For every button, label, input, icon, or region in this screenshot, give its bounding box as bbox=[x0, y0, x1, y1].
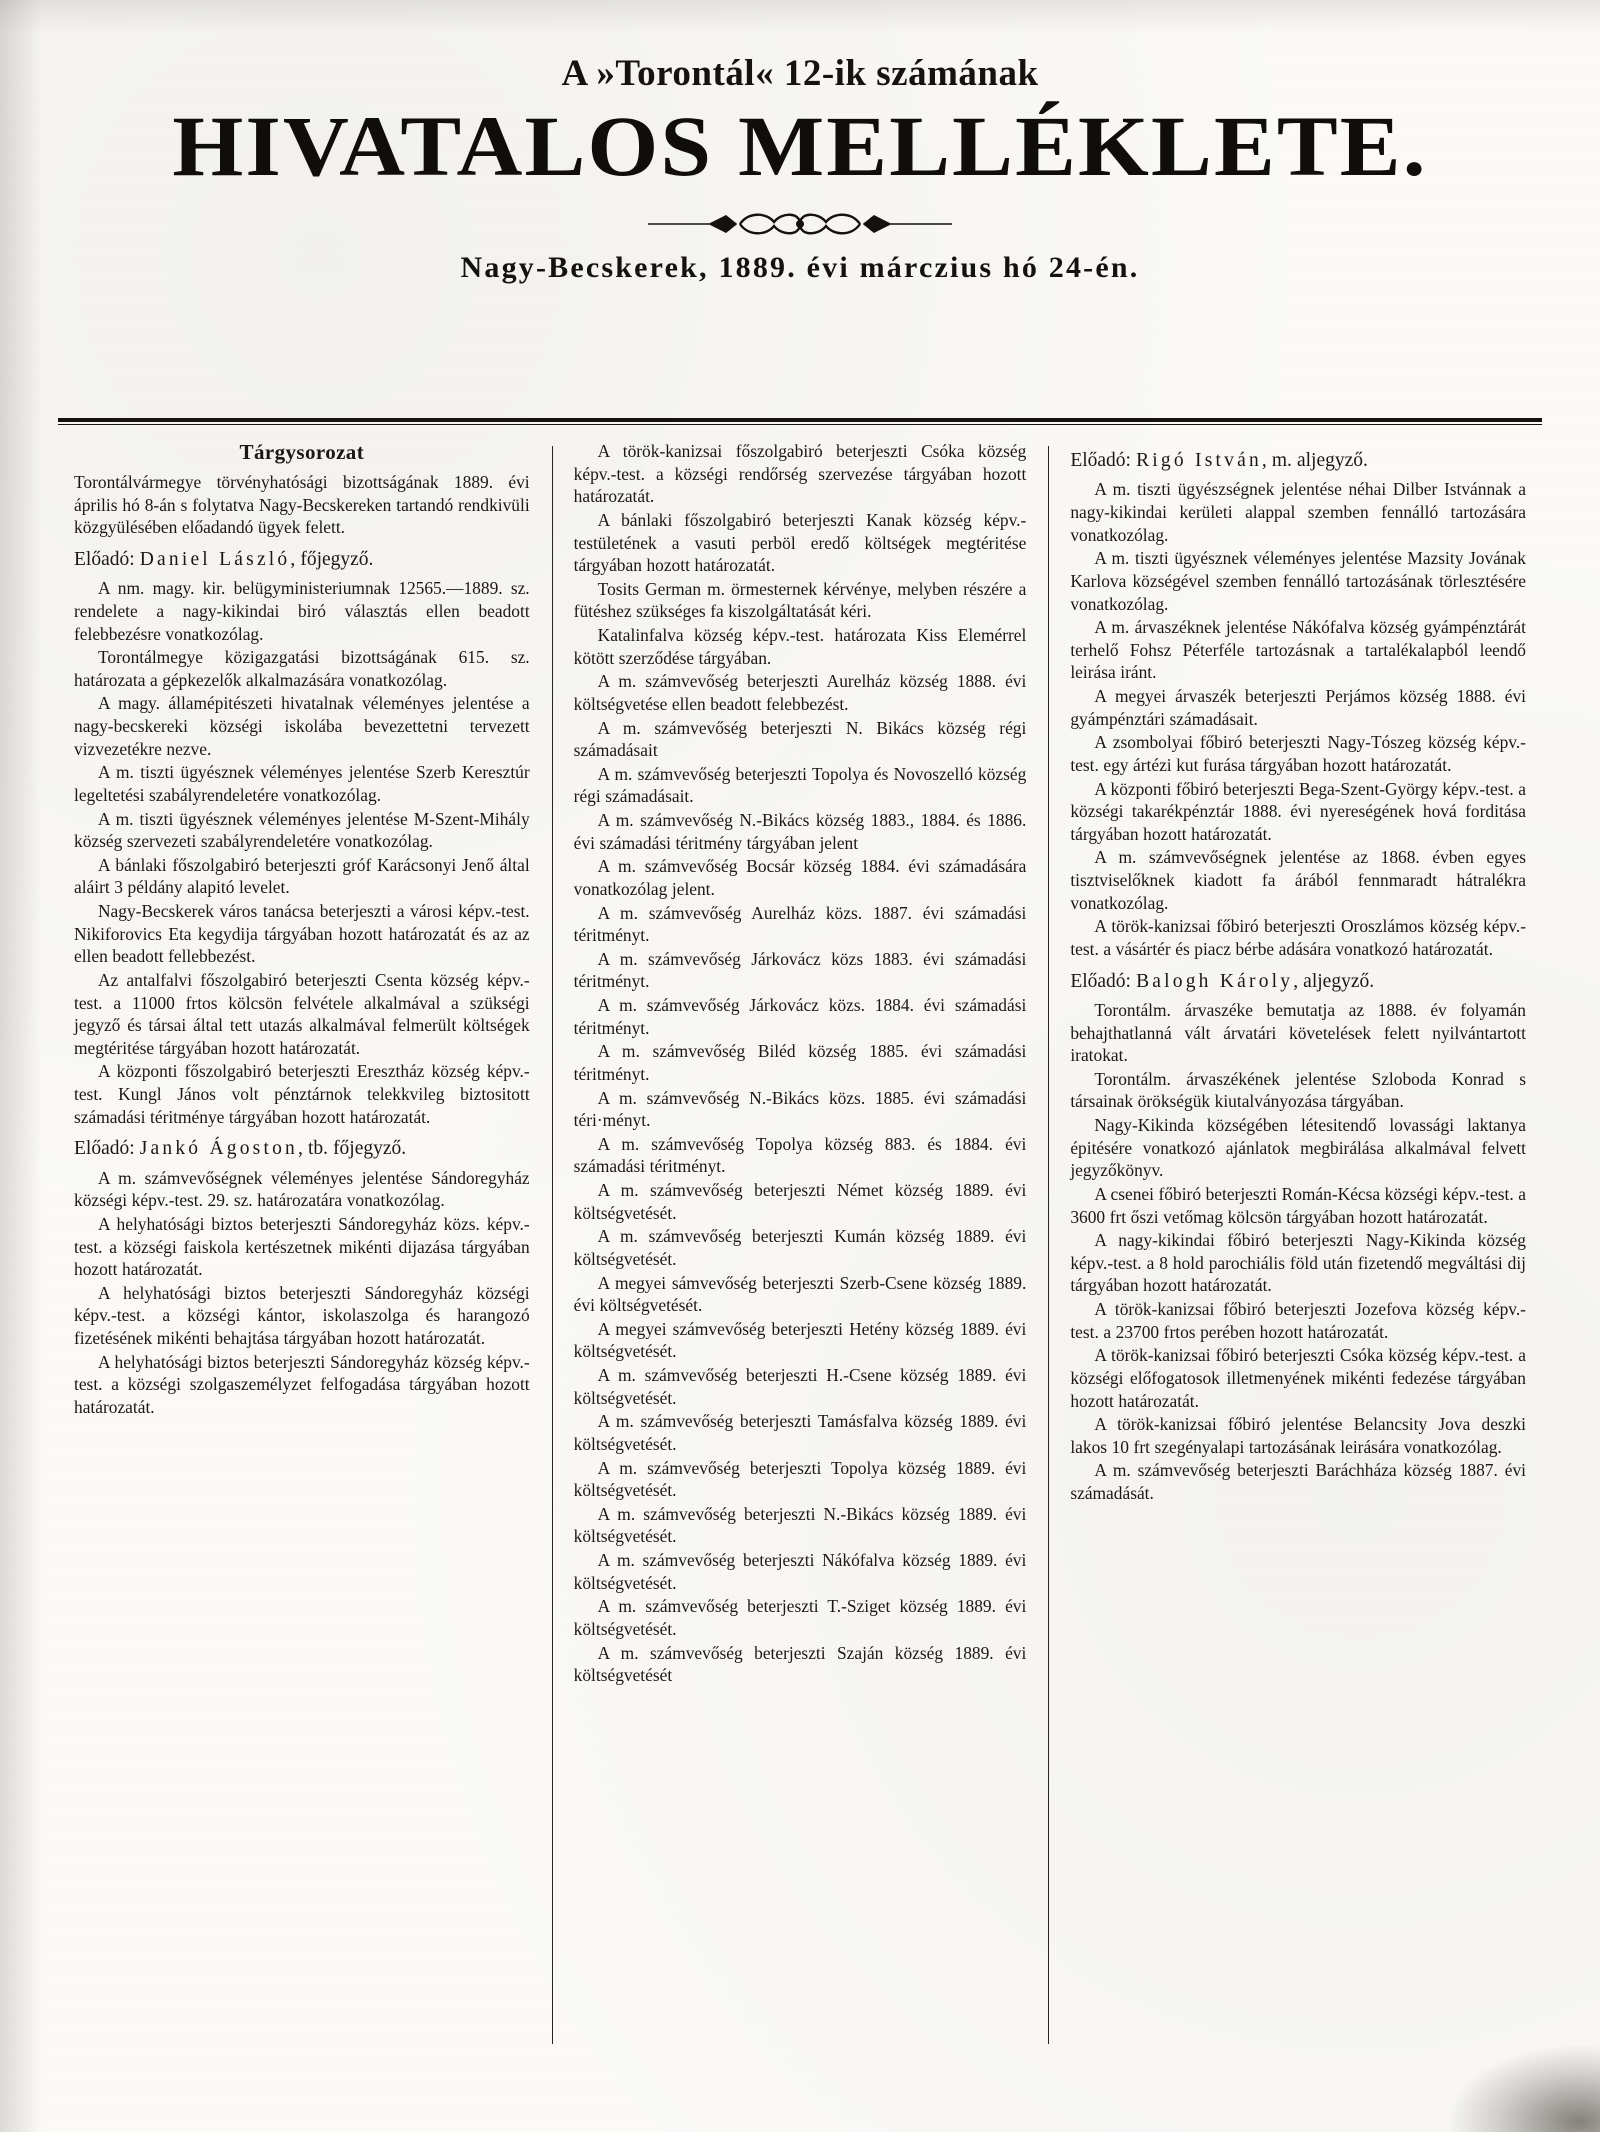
page-edge-shadow-left bbox=[0, 0, 42, 2132]
agenda-item: Az antalfalvi főszolgabiró beterjeszti Csenta község képv.-test. a 11000 frtos kölcsön felvétele alkalmával a szükségi jegyző és társai által tett utazás alkalmával felmerült költségek megtéritése tárgyában hozott határozatát. bbox=[74, 969, 530, 1058]
agenda-item: A m. számvevőség beterjeszti Baráchháza község 1887. évi számadását. bbox=[1070, 1460, 1526, 1503]
column-2 bbox=[552, 440, 1049, 2104]
agenda-item: A török-kanizsai főbiró beterjeszti Jozefova község képv.-test. a 23700 frtos perében hozott határozatát. bbox=[1070, 1299, 1526, 1342]
agenda-item: Katalinfalva község képv.-test. határozata Kiss Elemérrel kötött szerződése tárgyában. bbox=[573, 625, 1027, 668]
speaker-name: Daniel László bbox=[139, 548, 291, 570]
agenda-item: Nagy-Becskerek város tanácsa beterjeszti a városi képv.-test. Nikiforovics Eta kegydija tárgyában hozott határozatát és az az ellen beadott fellebbezést. bbox=[74, 901, 530, 967]
agenda-item: A helyhatósági biztos beterjeszti Sándoregyház község képv.-test. a községi szolgaszemélyzet felfogadása tárgyában hozott határozatát. bbox=[74, 1351, 530, 1417]
agenda-item: Torontálm. árvaszékének jelentése Szloboda Konrad s társainak örökségük kiutalványozása tárgyában. bbox=[1070, 1068, 1526, 1112]
column-3 bbox=[1048, 440, 1548, 2104]
agenda-item: A helyhatósági biztos beterjeszti Sándoregyház községi képv.-test. a községi kántor, iskolaszolga és harangozó fizetésének mikénti behajtása tárgyában hozott határozatát. bbox=[74, 1282, 530, 1348]
speaker-rigo-istvan bbox=[1070, 449, 1526, 473]
speaker-suffix: , tb. főjegyző. bbox=[298, 1138, 407, 1160]
agenda-item: A magy. államépitészeti hivatalnak véleményes jelentése a nagy-becskereki községi iskolába bevezettetni tervezett vizvezetékre nezve. bbox=[74, 693, 530, 759]
agenda-item: A megyei sámvevőség beterjeszti Szerb-Csene község 1889. évi költségvetését. bbox=[573, 1272, 1027, 1316]
agenda-item: A m. tiszti ügyésznek véleményes jelentése Szerb Keresztúr legeltetési szabályrendeletére vonatkozólag. bbox=[74, 762, 530, 805]
speaker-daniel-laszlo bbox=[74, 548, 530, 572]
agenda-item: A m. számvevőség Aurelház közs. 1887. évi számadási téritményt. bbox=[573, 902, 1027, 946]
agenda-item: A központi főszolgabiró beterjeszti Eresztház község képv.-test. Kungl János volt pénztárnok telekkvileg biztositott számadási téritménye tárgyában hozott határozatát. bbox=[74, 1061, 530, 1127]
speaker-prefix: Előadó: bbox=[74, 1138, 135, 1160]
speaker-prefix: Előadó: bbox=[1070, 970, 1131, 992]
agenda-item: A m. tiszti ügyésznek véleményes jelentése Mazsity Jovának Karlova községével szemben fennálló tartozásának törlesztésére vonatkozólag. bbox=[1070, 548, 1526, 614]
agenda-item: Nagy-Kikinda községében létesitendő lovassági laktanya épitésére vonatkozó ajánlatok megbirálása alkalmával felvett jegyzőkönyv. bbox=[1070, 1115, 1526, 1181]
speaker-name: Jankó Ágoston bbox=[139, 1138, 298, 1160]
agenda-item: A m. számvevőség Járkovácz közs 1883. évi számadási téritményt. bbox=[573, 948, 1027, 992]
agenda-item: A m. számvevőség Járkovácz közs. 1884. évi számadási téritményt. bbox=[573, 995, 1027, 1038]
agenda-item: A helyhatósági biztos beterjeszti Sándoregyház közs. képv.-test. a községi faiskola kertészetnek mikénti dijazása tárgyában hozott határozatát. bbox=[74, 1213, 530, 1280]
agenda-item: A török-kanizsai főbiró beterjeszti Oroszlámos község képv.-test. a vásártér és piacz bérbe adására vonatkozó határozatát. bbox=[1070, 916, 1526, 959]
agenda-item: A csenei főbiró beterjeszti Román-Kécsa községi képv.-test. a 3600 frt őszi vetőmag kölcsön tárgyában hozott határozatát. bbox=[1070, 1183, 1526, 1227]
agenda-item: A m. tiszti ügyésznek véleményes jelentése M-Szent-Mihály község szervezeti szabályrendeletére vonatkozólag. bbox=[74, 808, 530, 852]
agenda-item: A megyei árvaszék beterjeszti Perjámos község 1888. évi gyámpénztári számadásait. bbox=[1070, 686, 1526, 729]
agenda-item: A m. számvevőség beterjeszti Nákófalva község 1889. évi költségvetését. bbox=[573, 1550, 1027, 1593]
agenda-item: A m. számvevőség Biléd község 1885. évi számadási téritményt. bbox=[573, 1041, 1027, 1084]
agenda-item: A m. számvevőség beterjeszti Aurelház község 1888. évi költségvetése ellen beadott felebbezést. bbox=[573, 671, 1027, 714]
speaker-suffix: , m. aljegyző. bbox=[1261, 450, 1368, 471]
speaker-name: Balogh Károly bbox=[1136, 970, 1294, 992]
agenda-item: A m. számvevőség Bocsár község 1884. évi számadására vonatkozólag jelent. bbox=[573, 856, 1027, 899]
speaker-name: Rigó István bbox=[1136, 450, 1262, 471]
agenda-item: A zsombolyai főbiró beterjeszti Nagy-Tószeg község képv.-test. egy ártézi kut furása tárgyában hozott határozatát. bbox=[1070, 732, 1526, 775]
agenda-item: A nm. magy. kir. belügyministeriumnak 12565.—1889. sz. rendelete a nagy-kikindai biró választás ellen beadott felebbezésre vonatkozólag. bbox=[74, 578, 530, 644]
agenda-item: A m. számvevőség N.-Bikács közs. 1885. évi számadási téri·ményt. bbox=[573, 1087, 1027, 1131]
page-edge-shadow-top bbox=[0, 0, 1600, 34]
agenda-item: A m. számvevőségnek jelentése az 1868. évben egyes tisztviselőknek kiadott fa árából fennmaradt hátralékra vonatkozólag. bbox=[1070, 847, 1526, 913]
agenda-item: A m. árvaszéknek jelentése Nákófalva község gyámpénztárát terhelő Fohsz Péterféle tartozásnak a tartalékalapból leendő leirása iránt. bbox=[1070, 617, 1526, 683]
agenda-item: A m. számvevőség beterjeszti Topolya község 1889. évi költségvetését. bbox=[573, 1457, 1027, 1501]
agenda-item: A m. számvevőség beterjeszti Tamásfalva község 1889. évi költségvetését. bbox=[573, 1411, 1027, 1454]
article-columns bbox=[52, 440, 1548, 2104]
agenda-intro: Torontálvármegye törvényhatósági bizottságának 1889. évi április hó 8-án s folytatva Nagy-Becskereken tartandó rendkivüli közgyülésében előadandó ügyek felett. bbox=[74, 472, 530, 538]
masthead-dateline: Nagy-Becskerek, 1889. évi márczius hó 24-én. bbox=[460, 251, 1140, 284]
agenda-item: A nagy-kikindai főbiró beterjeszti Nagy-Kikinda község képv.-test. a 8 hold parochiális föld után fizetendő megváltási dij tárgyában hozott határozatát. bbox=[1070, 1230, 1526, 1296]
agenda-item: A megyei számvevőség beterjeszti Hetény község 1889. évi költségvetését. bbox=[573, 1318, 1027, 1362]
agenda-item: A m. számvevőség beterjeszti Német község 1889. évi költségvetését. bbox=[573, 1180, 1027, 1223]
header-rule bbox=[58, 418, 1542, 425]
agenda-item: A török-kanizsai főbiró beterjeszti Csóka község képv.-test. a községi előfogatosok illetmenyének mikénti fedezése tárgyában hozott határozatát. bbox=[1070, 1345, 1526, 1411]
agenda-item: A m. számvevőség Topolya község 883. és 1884. évi számadási téritményt. bbox=[573, 1133, 1027, 1177]
agenda-item: A m. számvevőség beterjeszti Kumán község 1889. évi költségvetését. bbox=[573, 1226, 1027, 1269]
speaker-janko-agoston bbox=[74, 1137, 530, 1161]
masthead-kicker: A »Torontál« 12-ik számának bbox=[561, 53, 1039, 94]
agenda-item: A m. számvevőség beterjeszti N. Bikács község régi számadásait bbox=[573, 717, 1027, 761]
speaker-balogh-karoly bbox=[1070, 970, 1526, 994]
agenda-item: A török-kanizsai főbiró jelentése Belancsity Jova deszki lakos 10 frt szegényalapi tartozásának leirására vonatkozólag. bbox=[1070, 1414, 1526, 1457]
agenda-item: Tosits German m. örmesternek kérvénye, melyben részére a fütéshez szükséges fa kiszolgáltatását kéri. bbox=[573, 578, 1027, 622]
speaker-suffix: , aljegyző. bbox=[1293, 970, 1375, 992]
agenda-item: A m. számvevőség beterjeszti T.-Sziget község 1889. évi költségvetését. bbox=[573, 1596, 1027, 1639]
column-1 bbox=[52, 440, 552, 2104]
agenda-item: A török-kanizsai főszolgabiró beterjeszti Csóka község képv.-test. a községi rendőrség szervezése tárgyában hozott határozatát. bbox=[573, 441, 1027, 507]
agenda-item: A központi főbiró beterjeszti Bega-Szent-György képv.-test. a községi takarékpénztár 1888. évi nyereségének hová forditása tárgyában hozott határozatát. bbox=[1070, 778, 1526, 844]
speaker-suffix: , főjegyző. bbox=[290, 548, 374, 570]
ornament-divider-icon bbox=[640, 207, 960, 241]
agenda-item: A m. számvevőségnek véleményes jelentése Sándoregyház községi képv.-test. 29. sz. határozatára vonatkozólag. bbox=[74, 1167, 530, 1211]
agenda-item: A m. számvevőség beterjeszti H.-Csene község 1889. évi költségvetését. bbox=[573, 1365, 1027, 1408]
section-heading-agenda: Tárgysorozat bbox=[239, 440, 365, 464]
header-rule-thin bbox=[58, 424, 1542, 425]
masthead-title: HIVATALOS MELLÉKLETE. bbox=[172, 98, 1428, 194]
agenda-item: A m. számvevőség beterjeszti Topolya és Novoszelló község régi számadásait. bbox=[573, 763, 1027, 807]
agenda-item: A bánlaki főszolgabiró beterjeszti Kanak község képv.-testületének a vasuti perböl eredő költségek megtéritése tárgyában hozott határozatát. bbox=[573, 509, 1027, 576]
agenda-item: A bánlaki főszolgabiró beterjeszti gróf Karácsonyi Jenő által aláirt 3 példány alapitó levelet. bbox=[74, 854, 530, 898]
agenda-item: A m. számvevőség N.-Bikács község 1883., 1884. és 1886. évi számadási téritmény tárgyában jelent bbox=[573, 810, 1027, 853]
speaker-prefix: Előadó: bbox=[74, 548, 135, 570]
agenda-item: A m. tiszti ügyészségnek jelentése néhai Dilber Istvánnak a nagy-kikindai kerületi alappal szemben fennálló tartozására vonatkozólag. bbox=[1070, 479, 1526, 545]
masthead bbox=[0, 52, 1600, 285]
speaker-prefix: Előadó: bbox=[1070, 450, 1131, 471]
agenda-item: A m. számvevőség beterjeszti N.-Bikács község 1889. évi költségvetését. bbox=[573, 1503, 1027, 1547]
agenda-item: A m. számvevőség beterjeszti Szaján község 1889. évi költségvetését bbox=[573, 1642, 1027, 1686]
agenda-item: Torontálm. árvaszéke bemutatja az 1888. év folyamán behajthatlanná vált árvatári követelések felett nyilvántartott iratokat. bbox=[1070, 999, 1526, 1066]
header-rule-thick bbox=[58, 418, 1542, 422]
agenda-item: Torontálmegye közigazgatási bizottságának 615. sz. határozata a gépkezelők alkalmazására vonatkozólag. bbox=[74, 647, 530, 690]
